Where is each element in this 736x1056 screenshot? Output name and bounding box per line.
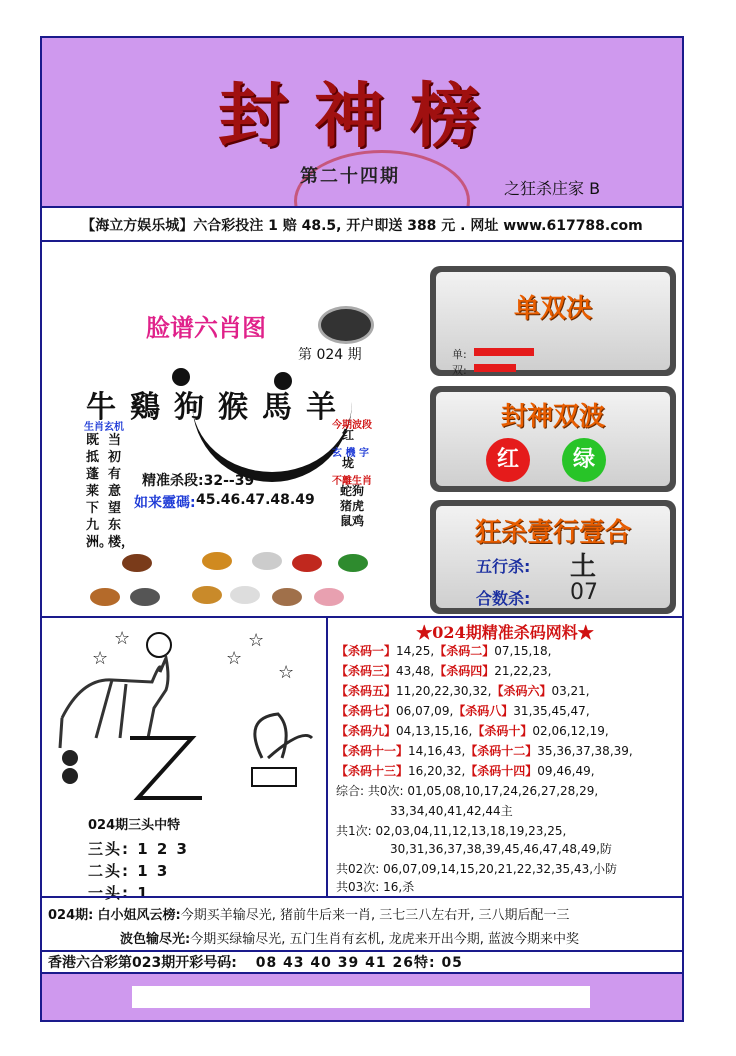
code-line: 【杀码十三】16,20,32,【杀码十四】09,46,49,	[336, 764, 595, 778]
single-bar	[474, 348, 534, 356]
face-chart-title: 脸谱六肖图	[146, 314, 266, 342]
remark-label-2: 波色输尽光:	[120, 932, 191, 947]
advert-bar: 【海立方娱乐城】六合彩投注 1 赔 48.5, 开户即送 388 元 . 网址 www.617788.com	[42, 206, 682, 242]
star-icon: ☆	[278, 662, 295, 683]
head-row-label: 三头:	[88, 840, 130, 858]
snake-icon	[338, 554, 368, 572]
two-heads-row	[88, 860, 169, 881]
summary-line: 共03次: 16,杀	[336, 880, 415, 894]
left-label: 生肖玄机	[84, 422, 124, 433]
header-banner	[42, 38, 682, 206]
remarks	[42, 896, 682, 952]
cat-illustration	[42, 618, 328, 902]
page-title: 封神榜	[218, 74, 506, 157]
header-subtitle: 之狂杀庄家 B	[504, 179, 601, 198]
green-wave-badge: 绿	[562, 438, 606, 482]
issue-mark: 第二十四期	[300, 166, 400, 187]
lottery-sheet	[40, 36, 684, 1022]
summary-line: 30,31,36,37,38,39,45,46,47,48,49,防	[390, 842, 612, 856]
kill-range: 精准杀段:32--39	[142, 473, 255, 489]
single-double-panel	[430, 266, 676, 376]
code-line: 【杀码一】14,25,【杀码二】07,15,18,	[336, 644, 552, 658]
star-icon: ☆	[114, 628, 131, 649]
red-wave-badge: 红	[486, 438, 530, 482]
head-row-label: 一头:	[88, 884, 130, 902]
lottery-result	[42, 950, 682, 974]
lottery-label: 香港六合彩第023期开彩号码:	[48, 955, 237, 971]
key-char: 垅	[342, 456, 355, 470]
code-line: 【杀码三】43,48,【杀码四】21,22,23,	[336, 664, 552, 678]
summary-line: 33,34,40,41,42,44主	[390, 804, 513, 818]
footer-blank	[132, 986, 590, 1008]
star-icon: ☆	[226, 648, 243, 669]
remark-line-1	[48, 904, 569, 923]
right-bot-label: 不離生肖	[332, 476, 372, 487]
remark-text-2: 今期买绿输尽光, 五门生肖有玄机, 龙虎来开出今期, 蓝波今期来中奖	[190, 932, 579, 947]
right-mid-label: 玄 機 字	[332, 448, 369, 459]
wave-value: 红	[342, 428, 355, 442]
dog-icon	[272, 588, 302, 606]
head-row-value: 1	[137, 884, 150, 902]
sum-label: 合数杀:	[476, 589, 531, 608]
tiger-icon	[202, 552, 232, 570]
lottery-numbers: 08 43 40 39 41 26特: 05	[255, 955, 463, 971]
remark-label-1: 白小姐风云榜:	[97, 908, 181, 923]
element-kill-title: 狂杀壹行壹合	[474, 518, 631, 548]
goat-icon	[130, 588, 160, 606]
element-value: 土	[570, 552, 597, 582]
remark-text-1: 今期买羊输尽光, 猪前牛后来一肖, 三七三八左右开, 三八期后配一三	[180, 908, 570, 923]
hope-numbers: 45.46.47.48.49	[196, 492, 315, 508]
face-section	[42, 242, 682, 616]
single-label: 单:	[452, 348, 467, 361]
rooster-icon	[230, 586, 260, 604]
zodiac-pair-1: 蛇狗	[340, 484, 365, 498]
left-poem-2: 当初有意望东楼，	[108, 433, 135, 550]
wave-panel	[430, 386, 676, 492]
pig-icon	[314, 588, 344, 606]
star-icon: ☆	[248, 630, 265, 651]
summary-line: 综合: 共0次: 01,05,08,10,17,24,26,27,28,29,	[336, 784, 599, 798]
cat-icon	[42, 618, 328, 808]
zodiac-pair-2: 猪虎	[340, 499, 365, 513]
sum-value: 07	[570, 580, 598, 605]
double-label: 双:	[452, 364, 467, 377]
heads-title: 024期三头中特	[88, 818, 181, 833]
head-row-value: 1 3	[137, 862, 170, 880]
summary-line: 共1次: 02,03,04,11,12,13,18,19,23,25,	[336, 824, 567, 838]
code-line: 【杀码九】04,13,15,16,【杀码十】02,06,12,19,	[336, 724, 609, 738]
dragon-icon	[292, 554, 322, 572]
left-poem-1: 既抵蓬莱下九洲。	[86, 433, 113, 550]
summary-line: 共02次: 06,07,09,14,15,20,21,22,32,35,43,小防	[336, 862, 618, 876]
horse-icon	[90, 588, 120, 606]
codes-title: ★024期精准杀码网料★	[416, 623, 594, 642]
rabbit-icon	[252, 552, 282, 570]
bottom-section	[42, 616, 682, 902]
remark-line-2	[120, 928, 579, 947]
smile-icon	[192, 382, 355, 482]
zodiac-row: 牛鷄狗猴馬羊	[86, 390, 350, 425]
double-bar	[474, 364, 516, 372]
star-icon: ☆	[92, 648, 109, 669]
code-line: 【杀码十一】14,16,43,【杀码十二】35,36,37,38,39,	[336, 744, 633, 758]
three-heads-row	[88, 838, 189, 859]
issue-label: 024期:	[48, 908, 94, 923]
kill-code-panel	[328, 618, 682, 898]
code-line: 【杀码七】06,07,09,【杀码八】31,35,45,47,	[336, 704, 590, 718]
footer-banner	[42, 974, 682, 1020]
wave-title: 封神双波	[500, 402, 605, 432]
code-line: 【杀码五】11,20,22,30,32,【杀码六】03,21,	[336, 684, 590, 698]
face-issue: 第 024 期	[298, 347, 362, 363]
lock-icon	[318, 306, 374, 344]
head-row-label: 二头:	[88, 862, 130, 880]
element-label: 五行杀:	[476, 557, 531, 576]
single-double-title: 单双决	[513, 294, 592, 324]
zodiac-pair-3: 鼠鸡	[340, 514, 365, 528]
head-row-value: 1 2 3	[137, 840, 189, 858]
right-top-label: 今期波段	[332, 420, 372, 431]
element-kill-panel	[430, 500, 676, 614]
cow-icon	[122, 554, 152, 572]
monkey-icon	[192, 586, 222, 604]
hope-label: 如来靈碼:	[134, 495, 196, 511]
